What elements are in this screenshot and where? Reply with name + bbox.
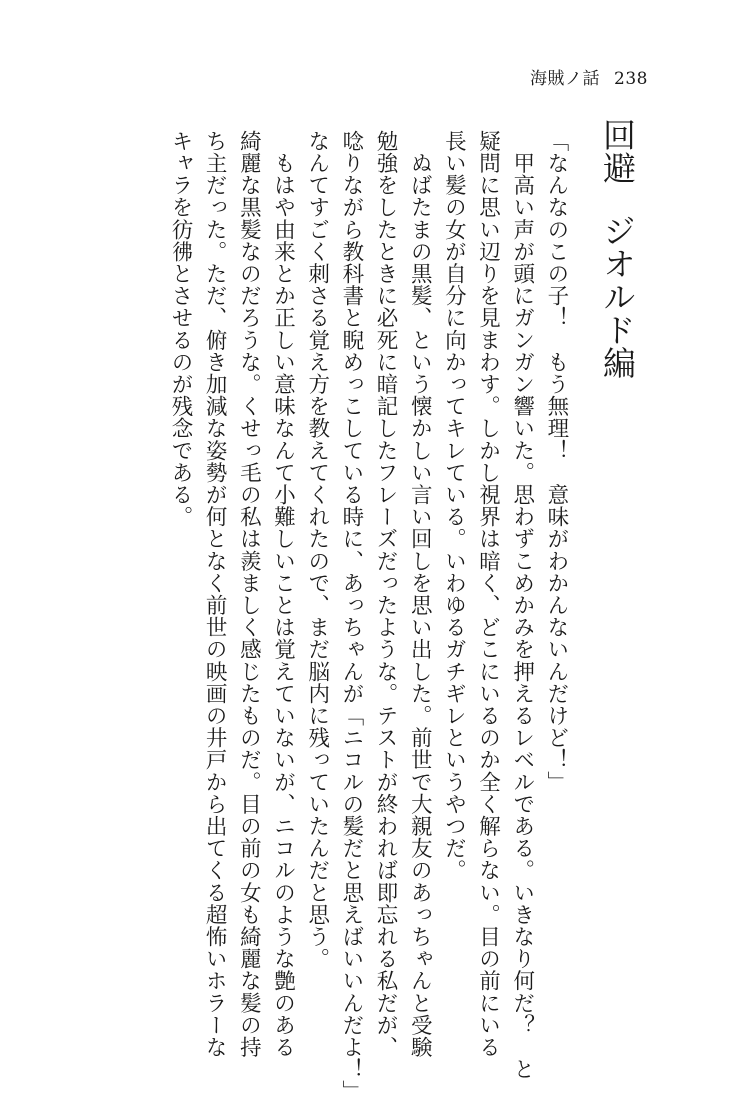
text-line: 甲高い声が頭にガンガン響いた。思わずこめかみを押えるレベルである。いきなり何だ？ と <box>509 130 535 1081</box>
page-number: 238 <box>614 69 648 89</box>
text-line: 「なんなのこの子！ もう無理！ 意味がわかんないんだけど！」 <box>543 130 569 793</box>
text-line: 長い髪の女が自分に向かってキレている。いわゆるガチギレというやつだ。 <box>441 130 467 882</box>
text-line: ち主だった。ただ、俯き加減な姿勢が何となく前世の映画の井戸から出てくる超怖いホラーな <box>202 130 228 1059</box>
text-line: もはや由来とか正しい意味なんて小難しいことは覚えていないが、ニコルのような艶のある <box>270 130 296 1059</box>
body-text <box>168 130 569 1102</box>
chapter-title-part1: 回避 <box>598 118 637 184</box>
text-line: ぬばたまの黒髪、という懐かしい言い回しを思い出した。前世で大親友のあっちゃんと受験 <box>407 130 433 1059</box>
text-line: 勉強をしたときに必死に暗記したフレーズだったような。テストが終われば即忘れる私だが、 <box>373 130 399 1059</box>
running-header <box>530 64 648 89</box>
text-line: 唸りながら教科書と睨めっこしている時に、あっちゃんが「ニコルの髪だと思えばいいんだよ！」 <box>338 130 364 1102</box>
chapter-title <box>597 118 637 379</box>
chapter-title-part2: ジオルド編 <box>598 214 637 379</box>
text-line: キャラを彷彿とさせるのが残念である。 <box>168 130 193 528</box>
text-line: 疑問に思い辺りを見まわす。しかし視界は暗く、どこにいるのか全く解らない。目の前にいる <box>475 130 501 1059</box>
text-line: なんてすごく刺さる覚え方を教えてくれたので、まだ脳内に残っていたんだと思う。 <box>304 130 330 970</box>
text-line: 綺麗な黒髪なのだろうな。くせっ毛の私は羨ましく感じたものだ。目の前の女も綺麗な髪の持 <box>236 130 262 1059</box>
book-title: 海賊ノ話 <box>530 69 601 89</box>
